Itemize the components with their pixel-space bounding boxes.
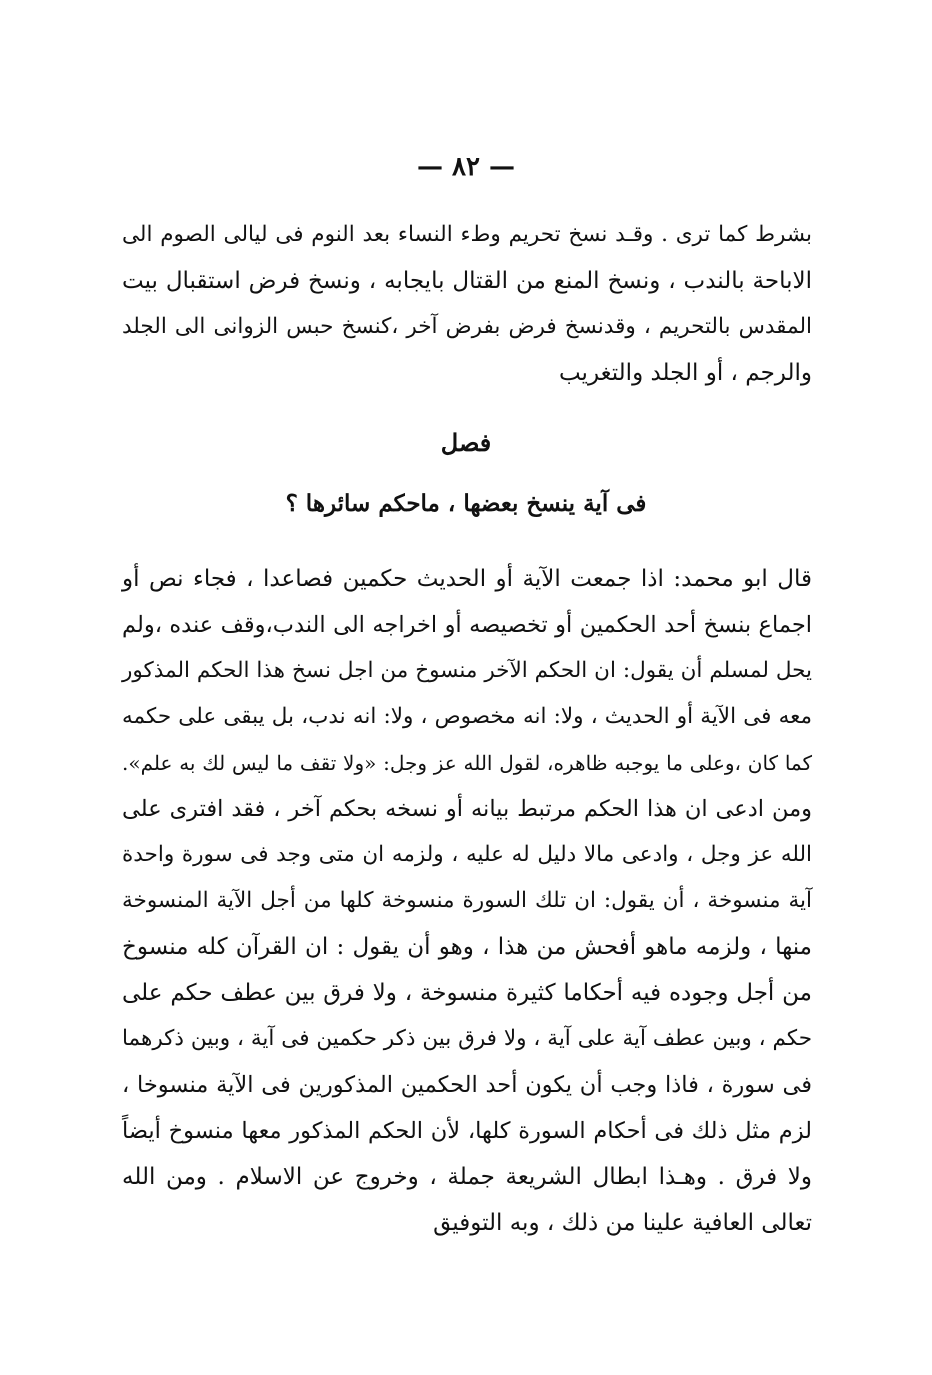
text-line: منها ، ولزمه ماهو أفحش من هذا ، وهو أن يقول : ان القرآن كله منسوخ (122, 934, 812, 960)
paragraph-2 (122, 556, 812, 1246)
text-line: الله عز وجل ، وادعى مالا دليل له عليه ، ولزمه ان متى وجد فى سورة واحدة (122, 842, 812, 867)
text-line: فى سورة ، فاذا وجب أن يكون أحد الحكمين المذكورين فى الآية منسوخا ، (122, 1072, 812, 1098)
text-line: والرجم ، أو الجلد والتغريب (558, 360, 812, 386)
text-line: آية منسوخة ، أن يقول: ان تلك السورة منسوخة كلها من أجل الآية المنسوخة (122, 888, 812, 913)
text-line: يحل لمسلم أن يقول: ان الحكم الآخر منسوخ من اجل نسخ هذا الحكم المذكور (122, 658, 812, 683)
text-line: الاباحة بالندب ، ونسخ المنع من القتال بايجابه ، ونسخ فرض استقبال بيت (122, 268, 812, 294)
text-line: كما كان ،وعلى ما يوجبه ظاهره، لقول الله عز وجل: «ولا تقف ما ليس لك به علم». (122, 751, 812, 775)
text-line: تعالى العافية علينا من ذلك ، وبه التوفيق (433, 1210, 812, 1236)
text-line: لزم مثل ذلك فى أحكام السورة كلها، لأن الحكم المذكور معها منسوخ أيضاً (122, 1118, 812, 1144)
text-line: اجماع بنسخ أحد الحكمين أو تخصيصه أو اخراجه الى الندب،وقف عنده ،ولم (122, 612, 812, 638)
text-line: معه فى الآية أو الحديث ، ولا: انه مخصوص ، ولا: انه ندب، بل يبقى على حكمه (122, 704, 812, 729)
text-line: قال ابو محمد: اذا جمعت الآية أو الحديث حكمين فصاعدا ، فجاء نص أو (122, 566, 812, 592)
page-number: — ٨٢ — (416, 152, 516, 182)
text-line: ومن ادعى ان هذا الحكم مرتبط بيانه أو نسخه بحكم آخر ، فقد افترى على (122, 796, 812, 822)
section-title: فصل (440, 428, 492, 457)
text-line: حكم ، وبين عطف آية على آية ، ولا فرق بين ذكر حكمين فى آية ، وبين ذكرهما (122, 1026, 812, 1051)
text-line: من أجل وجوده فيه أحكاما كثيرة منسوخة ، ولا فرق بين عطف حكم على (122, 980, 812, 1006)
text-line: المقدس بالتحريم ، وقدنسخ فرض بفرض آخر ،كنسخ حبس الزوانى الى الجلد (122, 314, 812, 339)
text-line: بشرط كما ترى . وقـد نسخ تحريم وطء النساء بعد النوم فى ليالى الصوم الى (122, 222, 812, 247)
text-line: ولا فرق . وهـذا ابطال الشريعة جملة ، وخروج عن الاسلام . ومن الله (122, 1164, 812, 1190)
section-subtitle: فى آية ينسخ بعضها ، ماحكم سائرها ؟ (285, 490, 647, 517)
paragraph-1 (122, 212, 812, 396)
